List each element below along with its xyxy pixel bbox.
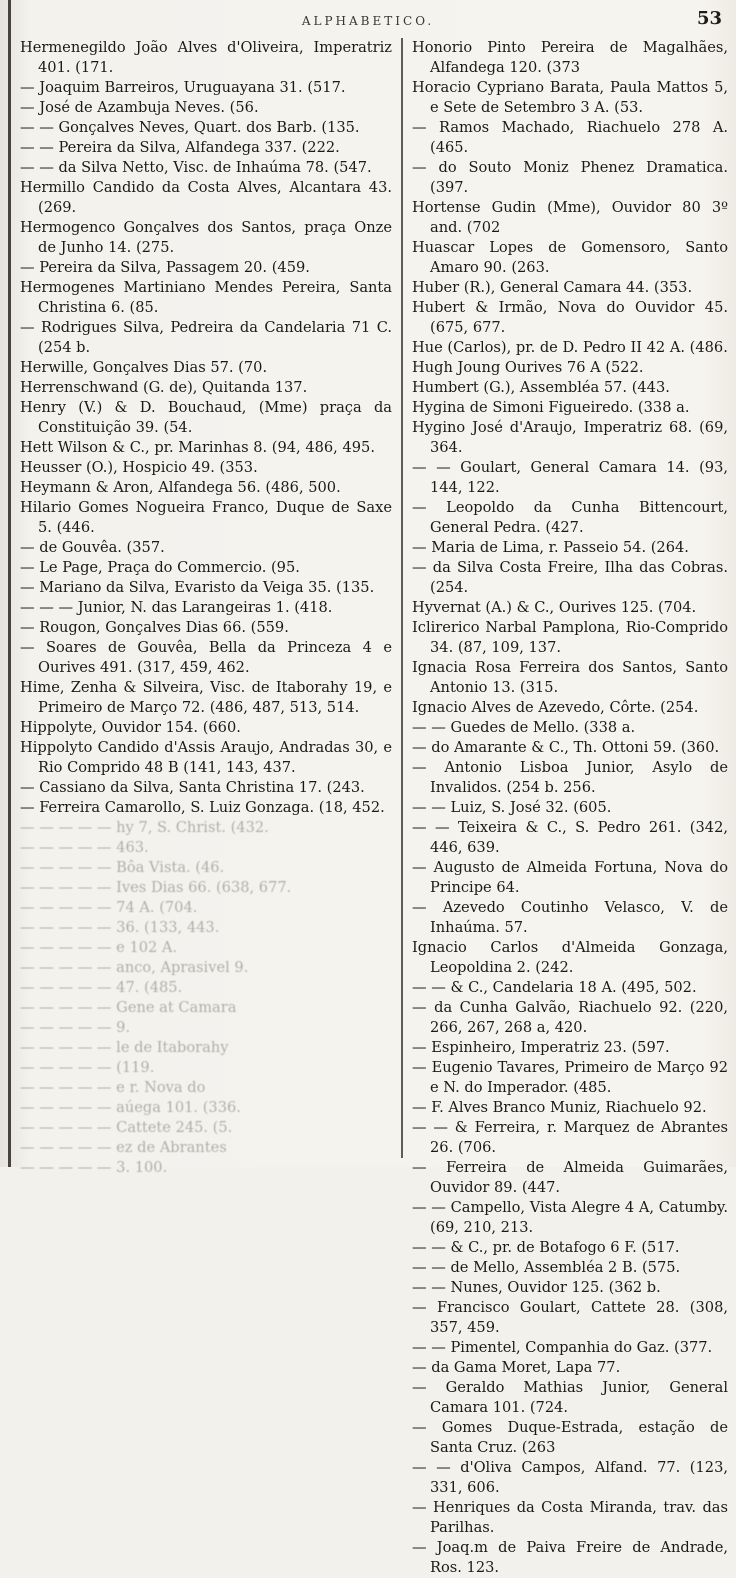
directory-entry: — Maria de Lima, r. Passeio 54. (264. [412, 539, 689, 556]
page-header [0, 8, 736, 34]
directory-entry: — — — — — e r. Nova do [20, 1079, 206, 1096]
directory-entry: Herrenschwand (G. de), Quitanda 137. [20, 379, 308, 396]
directory-entry: — Le Page, Praça do Commercio. (95. [20, 559, 300, 576]
directory-entry: — — — — — Bôa Vista. (46. [20, 859, 225, 876]
directory-entry: Hippolyte, Ouvidor 154. (660. [20, 719, 241, 736]
right-column [412, 38, 728, 1576]
directory-entry: — — Luiz, S. José 32. (605. [412, 799, 612, 816]
directory-entry: — da Silva Costa Freire, Ilha das Cobras. (254. [412, 559, 728, 596]
directory-entry: Honorio Pinto Pereira de Magalhães, Alfandega 120. (373 [412, 39, 728, 76]
directory-entry: — — Pereira da Silva, Alfandega 337. (222. [20, 139, 340, 156]
directory-entry: — Henriques da Costa Miranda, trav. das Parilhas. [412, 1499, 728, 1536]
directory-entry: Hygino José d'Araujo, Imperatriz 68. (69, 364. [412, 419, 728, 456]
directory-entry: — — de Mello, Assembléa 2 B. (575. [412, 1259, 681, 1276]
directory-entry: — Gomes Duque-Estrada, estação de Santa Cruz. (263 [412, 1419, 728, 1456]
directory-entry: — Geraldo Mathias Junior, General Camara 101. (724. [412, 1379, 728, 1416]
directory-entry: — — da Silva Netto, Visc. de Inhaúma 78. (547. [20, 159, 372, 176]
directory-entry: — — Teixeira & C., S. Pedro 261. (342, 446, 639. [412, 819, 728, 856]
directory-entry: Ignacio Carlos d'Almeida Gonzaga, Leopoldina 2. (242. [412, 939, 728, 976]
directory-entry: Hermillo Candido da Costa Alves, Alcantara 43. (269. [20, 179, 392, 216]
directory-entry: Hilario Gomes Nogueira Franco, Duque de Saxe 5. (446. [20, 499, 392, 536]
directory-entry: Herwille, Gonçalves Dias 57. (70. [20, 359, 268, 376]
directory-entry: — — — — — Cattete 245. (5. [20, 1119, 233, 1136]
directory-entry: Humbert (G.), Assembléa 57. (443. [412, 379, 670, 396]
directory-entry: — — Campello, Vista Alegre 4 A, Catumby. (69, 210, 213. [412, 1199, 728, 1236]
directory-entry: Hippolyto Candido d'Assis Araujo, Andradas 30, e Rio Comprido 48 B (141, 143, 437. [20, 739, 392, 776]
directory-entry: — Leopoldo da Cunha Bittencourt, General Pedra. (427. [412, 499, 728, 536]
column-divider [401, 38, 403, 1158]
directory-entry: — Ramos Machado, Riachuelo 278 A. (465. [412, 119, 728, 156]
directory-entry: — — — — — ez de Abrantes [20, 1139, 227, 1156]
directory-entry: — — — — — 463. [20, 839, 149, 856]
directory-entry: Huber (R.), General Camara 44. (353. [412, 279, 693, 296]
directory-entry: — Cassiano da Silva, Santa Christina 17. (243. [20, 779, 365, 796]
directory-entry: Henry (V.) & D. Bouchaud, (Mme) praça da Constituição 39. (54. [20, 399, 392, 436]
directory-entry: — — & Ferreira, r. Marquez de Abrantes 26. (706. [412, 1119, 728, 1156]
directory-entry: — Espinheiro, Imperatriz 23. (597. [412, 1039, 670, 1056]
directory-entry: Heusser (O.), Hospicio 49. (353. [20, 459, 258, 476]
directory-entry: — Soares de Gouvêa, Bella da Princeza 4 e Ourives 491. (317, 459, 462. [20, 639, 392, 676]
directory-entry: — da Gama Moret, Lapa 77. [412, 1359, 621, 1376]
page-number: 53 [696, 8, 722, 29]
directory-entry: — Azevedo Coutinho Velasco, V. de Inhaúma. 57. [412, 899, 728, 936]
directory-entry: — — — — — 3. 100. [20, 1159, 168, 1176]
directory-entry: Huascar Lopes de Gomensoro, Santo Amaro 90. (263. [412, 239, 728, 276]
directory-entry: — — Nunes, Ouvidor 125. (362 b. [412, 1279, 661, 1296]
directory-entry: — — Gonçalves Neves, Quart. dos Barb. (135. [20, 119, 360, 136]
directory-entry: Hett Wilson & C., pr. Marinhas 8. (94, 486, 495. [20, 439, 375, 456]
directory-entry: — Joaquim Barreiros, Uruguayana 31. (517. [20, 79, 346, 96]
directory-entry: — Pereira da Silva, Passagem 20. (459. [20, 259, 310, 276]
directory-entry: — — — — — aúega 101. (336. [20, 1099, 241, 1116]
directory-entry: Hubert & Irmão, Nova do Ouvidor 45. (675, 677. [412, 299, 728, 336]
directory-entry: — do Souto Moniz Phenez Dramatica. (397. [412, 159, 728, 196]
directory-entry: — de Gouvêa. (357. [20, 539, 165, 556]
directory-entry: — Ferreira Camarollo, S. Luiz Gonzaga. (18, 452. [20, 799, 385, 816]
directory-entry: — do Amarante & C., Th. Ottoni 59. (360. [412, 739, 720, 756]
directory-entry: — — Goulart, General Camara 14. (93, 144, 122. [412, 459, 728, 496]
left-column [20, 38, 392, 1176]
directory-entry: Hime, Zenha & Silveira, Visc. de Itaborahy 19, e Primeiro de Março 72. (486, 487, 513, 514. [20, 679, 392, 716]
directory-entry: — Antonio Lisboa Junior, Asylo de Invalidos. (254 b. 256. [412, 759, 728, 796]
directory-entry: — — — — — 9. [20, 1019, 131, 1036]
directory-entry: Heymann & Aron, Alfandega 56. (486, 500. [20, 479, 341, 496]
directory-entry: — — — — — hy 7, S. Christ. (432. [20, 819, 269, 836]
directory-entry: — — — — — Ives Dias 66. (638, 677. [20, 879, 292, 896]
directory-entry: — F. Alves Branco Muniz, Riachuelo 92. [412, 1099, 707, 1116]
directory-entry: Horacio Cypriano Barata, Paula Mattos 5, e Sete de Setembro 3 A. (53. [412, 79, 728, 116]
directory-entry: — — & C., pr. de Botafogo 6 F. (517. [412, 1239, 680, 1256]
directory-entry: — — — — — (119. [20, 1059, 155, 1076]
directory-entry: — Joaq.m de Paiva Freire de Andrade, Ros. 123. [412, 1539, 728, 1576]
directory-entry: — Rougon, Gonçalves Dias 66. (559. [20, 619, 289, 636]
directory-entry: Hygina de Simoni Figueiredo. (338 a. [412, 399, 690, 416]
directory-entry: Ignacio Alves de Azevedo, Côrte. (254. [412, 699, 699, 716]
directory-entry: — Mariano da Silva, Evaristo da Veiga 35. (135. [20, 579, 375, 596]
directory-entry: — da Cunha Galvão, Riachuelo 92. (220, 266, 267, 268 a, 420. [412, 999, 728, 1036]
directory-entry: — — — Junior, N. das Larangeiras 1. (418. [20, 599, 333, 616]
directory-entry: Hortense Gudin (Mme), Ouvidor 80 3º and. (702 [412, 199, 728, 236]
directory-entry: — Ferreira de Almeida Guimarães, Ouvidor 89. (447. [412, 1159, 728, 1196]
directory-entry: Hermogenes Martiniano Mendes Pereira, Santa Christina 6. (85. [20, 279, 392, 316]
directory-entry: — — — — — le de Itaborahy [20, 1039, 229, 1056]
directory-entry: Hugh Joung Ourives 76 A (522. [412, 359, 644, 376]
running-head: ALPHABETICO. [301, 14, 435, 28]
directory-entry: — Francisco Goulart, Cattete 28. (308, 357, 459. [412, 1299, 728, 1336]
directory-entry: Ignacia Rosa Ferreira dos Santos, Santo Antonio 13. (315. [412, 659, 728, 696]
page-edge-rule [8, 0, 11, 1167]
directory-entry: — — Pimentel, Companhia do Gaz. (377. [412, 1339, 713, 1356]
directory-entry: — — — — — anco, Aprasivel 9. [20, 959, 249, 976]
directory-entry: — — — — — Gene at Camara [20, 999, 237, 1016]
directory-entry: — Augusto de Almeida Fortuna, Nova do Principe 64. [412, 859, 728, 896]
directory-entry: — Eugenio Tavares, Primeiro de Março 92 e N. do Imperador. (485. [412, 1059, 728, 1096]
directory-entry: — — — — — 74 A. (704. [20, 899, 198, 916]
directory-entry: Hermogenco Gonçalves dos Santos, praça Onze de Junho 14. (275. [20, 219, 392, 256]
directory-entry: — — — — — 47. (485. [20, 979, 183, 996]
directory-entry: — — — — — 36. (133, 443. [20, 919, 220, 936]
directory-entry: — — Guedes de Mello. (338 a. [412, 719, 636, 736]
directory-entry: — José de Azambuja Neves. (56. [20, 99, 259, 116]
directory-entry: Hue (Carlos), pr. de D. Pedro II 42 A. (486. [412, 339, 728, 356]
directory-entry: Hermenegildo João Alves d'Oliveira, Imperatriz 401. (171. [20, 39, 392, 76]
directory-entry: — — d'Oliva Campos, Alfand. 77. (123, 331, 606. [412, 1459, 728, 1496]
directory-entry: — — & C., Candelaria 18 A. (495, 502. [412, 979, 697, 996]
directory-entry: — Rodrigues Silva, Pedreira da Candelaria 71 C. (254 b. [20, 319, 392, 356]
directory-entry: — — — — — e 102 A. [20, 939, 178, 956]
directory-entry: Iclirerico Narbal Pamplona, Rio-Comprido 34. (87, 109, 137. [412, 619, 728, 656]
directory-entry: Hyvernat (A.) & C., Ourives 125. (704. [412, 599, 697, 616]
